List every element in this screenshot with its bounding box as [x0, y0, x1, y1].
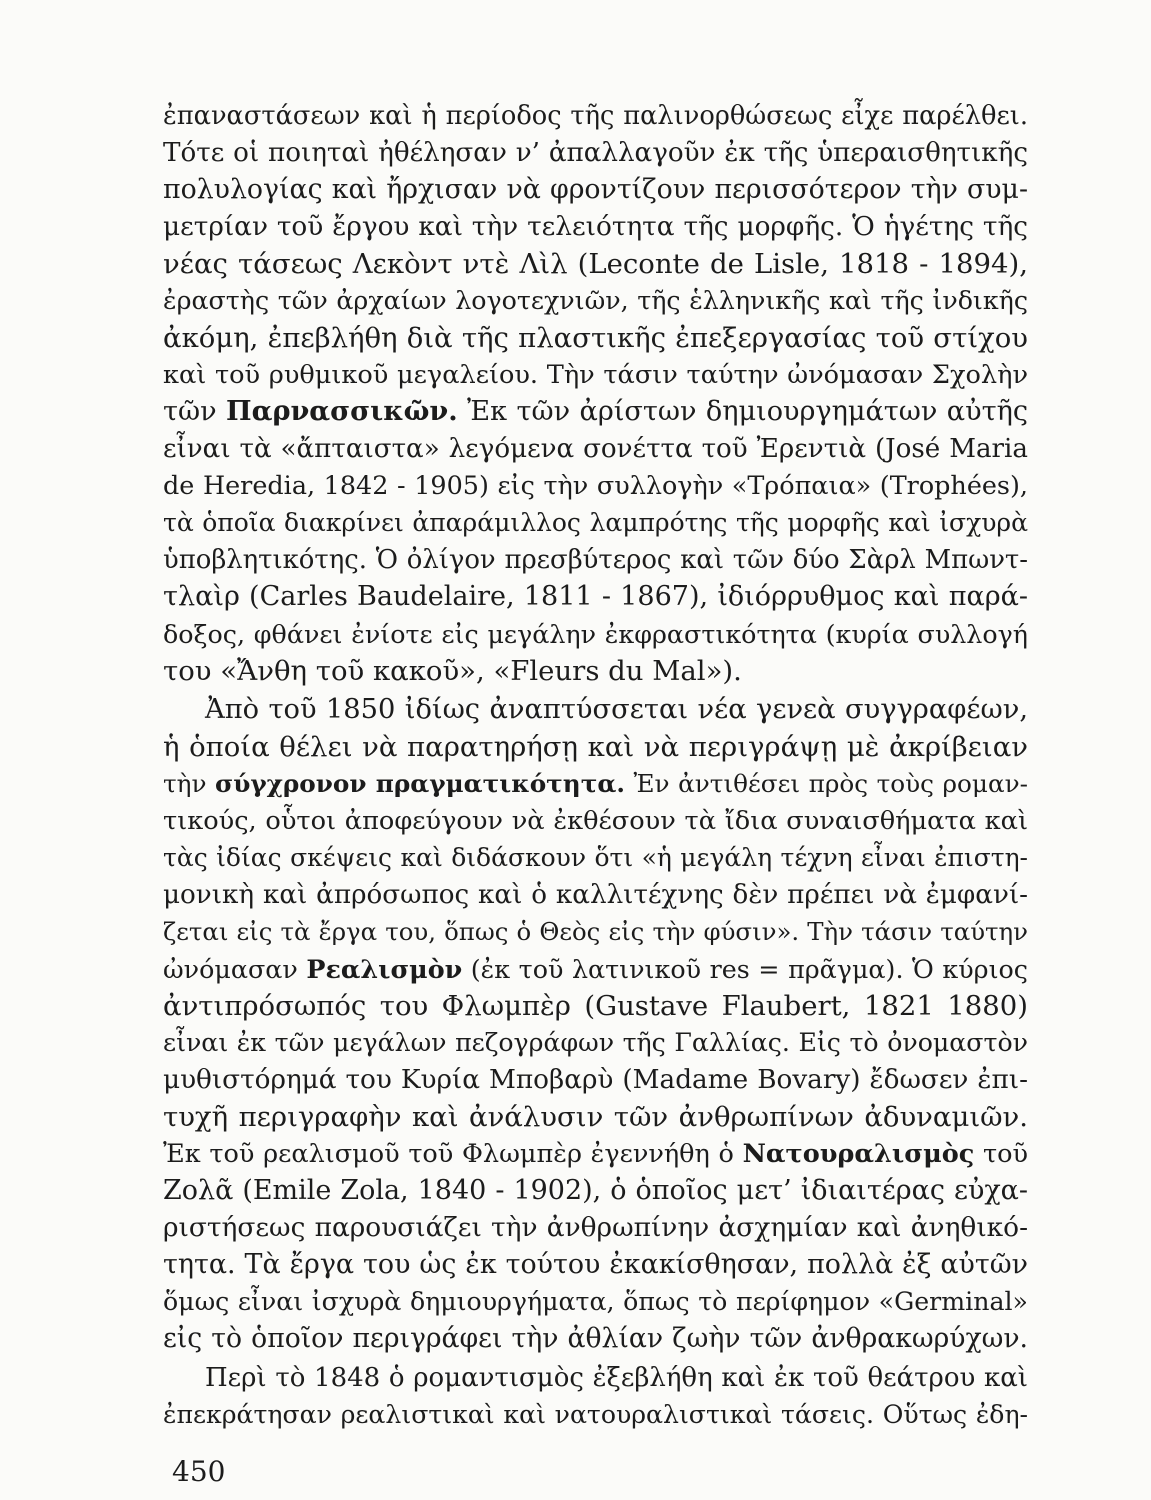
- text-line: ὠνόμασαν Ρεαλισμὸν (ἐκ τοῦ λατινικοῦ res = πρᾶγμα). Ὁ κύριος: [163, 954, 1028, 984]
- text-line: ὑποβλητικότης. Ὁ ὀλίγον πρεσβύτερος καὶ τῶν δύο Σὰρλ Μπωντ-: [163, 545, 1028, 575]
- bold-term: Νατουραλισμὸς: [742, 1139, 975, 1169]
- text-line: τῶν Παρνασσικῶν. Ἐκ τῶν ἀρίστων δημιουργημάτων αὐτῆς: [163, 396, 1028, 427]
- text-line: τυχῆ περιγραφὴν καὶ ἀνάλυσιν τῶν ἀνθρωπίνων ἀδυναμιῶν.: [163, 1101, 1028, 1133]
- text-line: τὰ ὁποῖα διακρίνει ἀπαράμιλλος λαμπρότης τῆς μορφῆς καὶ ἰσχυρὰ: [163, 508, 1028, 537]
- text-line: ζεται εἰς τὰ ἔργα του, ὅπως ὁ Θεὸς εἰς τὴν φύσιν». Τὴν τάσιν ταύτην: [163, 917, 1028, 946]
- text-line: μονικὴ καὶ ἀπρόσωπος καὶ ὁ καλλιτέχνης δὲν πρέπει νὰ ἐμφανί-: [163, 880, 1028, 910]
- text-line: μετρίαν τοῦ ἔργου καὶ τὴν τελειότητα τῆς μορφῆς. Ὁ ἡγέτης τῆς: [163, 212, 1028, 242]
- text-line: τλαὶρ (Carles Baudelaire, 1811 - 1867), ἰδιόρρυθμος καὶ παρά-: [163, 581, 1028, 612]
- page-number: 450: [172, 1455, 226, 1488]
- text-line: τὰς ἰδίας σκέψεις καὶ διδάσκουν ὅτι «ἡ μεγάλη τέχνη εἶναι ἐπιστη-: [163, 843, 1028, 872]
- text-line: δοξος, φθάνει ἐνίοτε εἰς μεγάλην ἐκφραστικότητα (κυρία συλλογή: [163, 619, 1028, 649]
- text-line: Ἐκ τοῦ ρεαλισμοῦ τοῦ Φλωμπὲρ ἐγεννήθη ὁ Νατουραλισμὸς τοῦ: [163, 1139, 1028, 1169]
- text-line: τὴν σύγχρονον πραγματικότητα. Ἐν ἀντιθέσει πρὸς τοὺς ρομαν-: [163, 769, 1028, 798]
- text-line: μυθιστόρημά του Κυρία Μποβαρὺ (Madame Bovary) ἔδωσεν ἐπι-: [163, 1065, 1028, 1095]
- bold-term: σύγχρονον πραγματικότητα.: [215, 769, 625, 798]
- text-line: ἀκόμη, ἐπεβλήθη διὰ τῆς πλαστικῆς ἐπεξεργασίας τοῦ στίχου: [163, 322, 1028, 354]
- text-line: εἶναι τὰ «ἄπταιστα» λεγόμενα σονέττα τοῦ Ἐρεντιὰ (José Maria: [163, 434, 1028, 464]
- text-line: εἰς τὸ ὁποῖον περιγράφει τὴν ἀθλίαν ζωὴν τῶν ἀνθρακωρύχων.: [163, 1323, 1028, 1354]
- text-line: ἡ ὁποία θέλει νὰ παρατηρήσῃ καὶ νὰ περιγράψῃ μὲ ἀκρίβειαν: [163, 731, 1028, 763]
- text-line: εἶναι ἐκ τῶν μεγάλων πεζογράφων τῆς Γαλλίας. Εἰς τὸ ὀνομαστὸν: [163, 1028, 1028, 1057]
- text-line: ἐραστὴς τῶν ἀρχαίων λογοτεχνιῶν, τῆς ἑλληνικῆς καὶ τῆς ἰνδικῆς: [163, 286, 1028, 315]
- text-line: Ζολᾶ (Emile Zola, 1840 - 1902), ὁ ὁποῖος μετ’ ἰδιαιτέρας εὐχα-: [163, 1175, 1028, 1206]
- paragraph-first-line: Περὶ τὸ 1848 ὁ ρομαντισμὸς ἐξεβλήθη καὶ ἐκ τοῦ θεάτρου καὶ: [205, 1363, 1028, 1393]
- text-line: ὅμως εἶναι ἰσχυρὰ δημιουργήματα, ὅπως τὸ περίφημον «Germinal»: [163, 1287, 1028, 1316]
- text-line: ἐπεκράτησαν ρεαλιστικαὶ καὶ νατουραλιστικαὶ τάσεις. Οὕτως ἐδη-: [163, 1400, 1028, 1429]
- text-line: ἀντιπρόσωπός του Φλωμπὲρ (Gustave Flaubert, 1821 1880): [163, 990, 1028, 1022]
- bold-term: Παρνασσικῶν.: [226, 396, 458, 427]
- text-line: νέας τάσεως Λεκὸντ ντὲ Λὶλ (Leconte de Lisle, 1818 - 1894),: [163, 248, 1028, 280]
- text-line: καὶ τοῦ ρυθμικοῦ μεγαλείου. Τὴν τάσιν ταύτην ὠνόμασαν Σχολὴν: [163, 360, 1028, 390]
- text-line: Τότε οἱ ποιηταὶ ἠθέλησαν ν’ ἀπαλλαγοῦν ἐκ τῆς ὑπεραισθητικῆς: [163, 138, 1028, 168]
- bold-term: Ρεαλισμὸν: [306, 954, 463, 984]
- text-line: de Heredia, 1842 - 1905) εἰς τὴν συλλογὴν «Τρόπαια» (Trophées),: [163, 471, 1028, 501]
- text-line: του «Ἄνθη τοῦ κακοῦ», «Fleurs du Mal»).: [163, 655, 742, 687]
- paragraph-first-line: Ἀπὸ τοῦ 1850 ἰδίως ἀναπτύσσεται νέα γενεὰ συγγραφέων,: [205, 694, 1028, 725]
- text-line: ἐπαναστάσεων καὶ ἡ περίοδος τῆς παλινορθώσεως εἶχε παρέλθει.: [163, 101, 1028, 131]
- text-line: πολυλογίας καὶ ἤρχισαν νὰ φροντίζουν περισσότερον τὴν συμ-: [163, 174, 1028, 205]
- text-line: τικούς, οὗτοι ἀποφεύγουν νὰ ἐκθέσουν τὰ ἴδια συναισθήματα καὶ: [163, 806, 1028, 836]
- text-line: ριστήσεως παρουσιάζει τὴν ἀνθρωπίνην ἀσχημίαν καὶ ἀνηθικό-: [163, 1212, 1028, 1243]
- text-line: τητα. Τὰ ἔργα του ὡς ἐκ τούτου ἐκακίσθησαν, πολλὰ ἐξ αὐτῶν: [163, 1249, 1028, 1280]
